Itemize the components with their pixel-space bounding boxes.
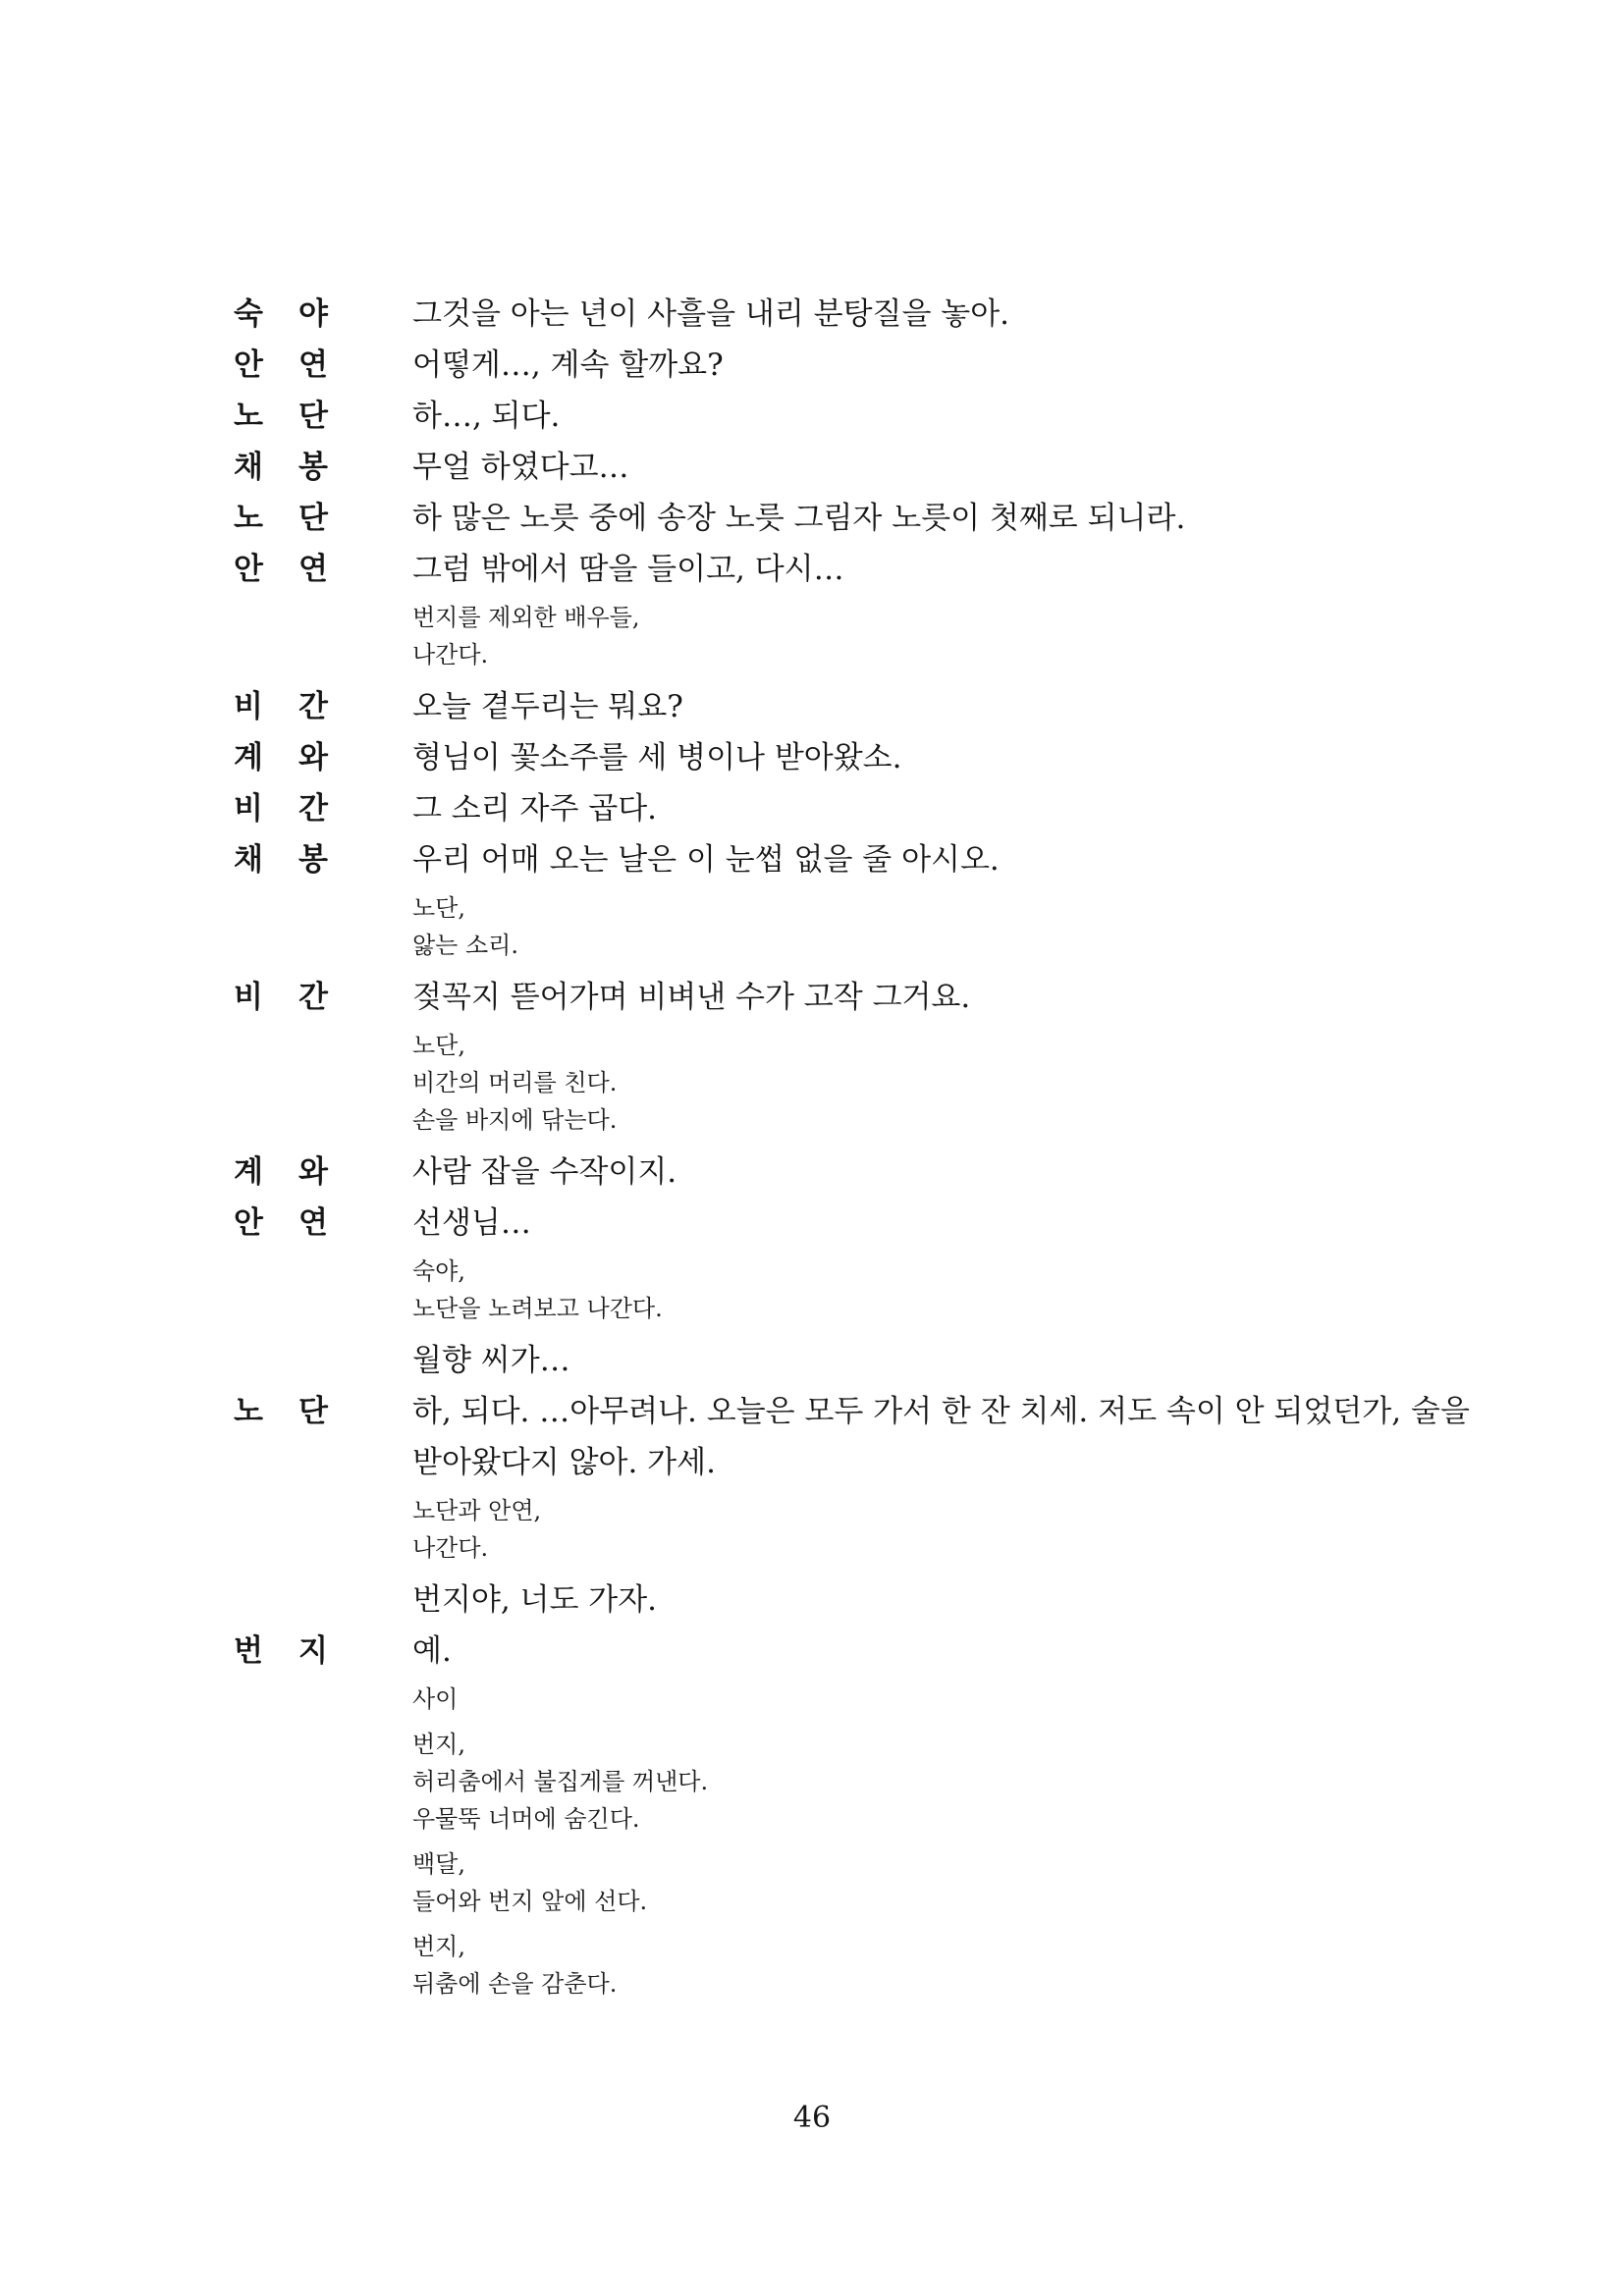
dialogue-row (234, 1386, 1520, 1488)
speaker-char: 안 (234, 552, 263, 587)
dialogue-line: 사람 잡을 수작이지. (412, 1154, 677, 1190)
speaker-char: 연 (298, 552, 328, 587)
speaker-char: 간 (298, 980, 328, 1015)
dialogue-row (234, 493, 1520, 544)
dialogue-line: 하, 되다. …아무려나. 오늘은 모두 가서 한 잔 치세. 저도 속이 안 되었던가, 술을 (412, 1394, 1470, 1429)
speaker-char: 비 (234, 791, 263, 827)
dialogue-text (412, 1626, 452, 1677)
speaker-char: 번 (234, 1633, 263, 1669)
speaker-name (234, 340, 328, 391)
dialogue-row (234, 972, 1520, 1023)
dialogue-row (234, 1198, 1520, 1249)
dialogue-text (412, 1386, 1470, 1488)
dialogue-text (412, 732, 901, 783)
speaker-char: 노 (234, 1394, 263, 1429)
speaker-char: 연 (298, 347, 328, 383)
dialogue-text (412, 1147, 677, 1198)
speaker-name (234, 1626, 328, 1677)
direction-line: 앓는 소리. (412, 932, 518, 959)
dialogue-row (234, 289, 1520, 340)
speaker-char: 야 (298, 296, 328, 332)
speaker-name (234, 732, 328, 783)
speaker-char: 단 (298, 1394, 328, 1429)
dialogue-line: 하 많은 노릇 중에 송장 노릇 그림자 노릇이 첫째로 되니라. (412, 501, 1186, 536)
dialogue-line: 예. (412, 1633, 452, 1669)
direction-line: 숙야, (412, 1257, 465, 1285)
stage-direction (412, 1492, 1520, 1567)
dialogue-line: 월향 씨가… (412, 1343, 570, 1378)
stage-direction (412, 599, 1520, 673)
page-number: 46 (792, 2101, 832, 2135)
speaker-char: 간 (298, 791, 328, 827)
speaker-name (234, 834, 328, 885)
dialogue-text (412, 834, 1000, 885)
speaker-name (234, 442, 328, 493)
speaker-name (234, 681, 328, 732)
dialogue-row (234, 681, 1520, 732)
dialogue-text (412, 1575, 657, 1626)
speaker-name (234, 544, 328, 595)
dialogue-text (412, 289, 1009, 340)
stage-direction (412, 1681, 1520, 1718)
dialogue-row (234, 391, 1520, 442)
speaker-char: 안 (234, 1205, 263, 1241)
dialogue-row (234, 1335, 1520, 1386)
direction-line: 사이 (412, 1685, 459, 1713)
speaker-char: 계 (234, 1154, 263, 1190)
speaker-char: 봉 (298, 450, 328, 485)
direction-line: 뒤춤에 손을 감춘다. (412, 1970, 618, 1998)
direction-line: 노단과 안연, (412, 1497, 542, 1524)
dialogue-line: 선생님… (412, 1205, 531, 1241)
dialogue-row (234, 544, 1520, 595)
stage-direction (412, 1027, 1520, 1139)
dialogue-line: 형님이 꽃소주를 세 병이나 받아왔소. (412, 740, 902, 775)
script-content (234, 289, 1520, 2010)
dialogue-line: 그 소리 자주 곱다. (412, 791, 658, 827)
dialogue-line: 젖꼭지 뜯어가며 비벼낸 수가 고작 그거요. (412, 980, 971, 1015)
speaker-char: 노 (234, 501, 263, 536)
speaker-char: 연 (298, 1205, 328, 1241)
dialogue-row (234, 1575, 1520, 1626)
dialogue-line: 어떻게…, 계속 할까요? (412, 347, 724, 383)
speaker-name (234, 391, 328, 442)
speaker-char: 지 (298, 1633, 328, 1669)
dialogue-row (234, 834, 1520, 885)
speaker-name (234, 1147, 328, 1198)
speaker-char: 비 (234, 689, 263, 724)
dialogue-line: 무얼 하였다고… (412, 450, 629, 485)
dialogue-line: 오늘 곁두리는 뭐요? (412, 689, 683, 724)
direction-line: 허리춤에서 불집게를 꺼낸다. (412, 1768, 709, 1795)
speaker-char: 노 (234, 399, 263, 434)
stage-direction (412, 1845, 1520, 1920)
dialogue-text (412, 681, 683, 732)
dialogue-text (412, 493, 1185, 544)
direction-line: 번지, (412, 1731, 465, 1758)
dialogue-text (412, 1198, 531, 1249)
direction-line: 노단을 노려보고 나간다. (412, 1295, 663, 1322)
speaker-char: 간 (298, 689, 328, 724)
speaker-name (234, 493, 328, 544)
dialogue-line: 하…, 되다. (412, 399, 561, 434)
dialogue-text (412, 340, 724, 391)
direction-line: 번지, (412, 1933, 465, 1960)
direction-line: 비간의 머리를 친다. (412, 1069, 618, 1096)
speaker-char: 숙 (234, 296, 263, 332)
speaker-char: 봉 (298, 842, 328, 878)
stage-direction (412, 1253, 1520, 1327)
speaker-name (234, 783, 328, 834)
speaker-char: 와 (298, 1154, 328, 1190)
speaker-name (234, 1198, 328, 1249)
stage-direction (412, 1928, 1520, 2002)
dialogue-line: 그럼 밖에서 땀을 들이고, 다시… (412, 552, 844, 587)
speaker-char: 안 (234, 347, 263, 383)
direction-line: 노단, (412, 894, 465, 922)
dialogue-row (234, 1147, 1520, 1198)
dialogue-row (234, 783, 1520, 834)
speaker-char: 단 (298, 501, 328, 536)
direction-line: 나간다. (412, 1534, 489, 1562)
dialogue-text (412, 544, 844, 595)
dialogue-line: 받아왔다지 않아. 가세. (412, 1445, 716, 1480)
dialogue-line: 번지야, 너도 가자. (412, 1582, 658, 1618)
dialogue-text (412, 783, 657, 834)
dialogue-row (234, 1626, 1520, 1677)
dialogue-line: 그것을 아는 년이 사흘을 내리 분탕질을 놓아. (412, 296, 1010, 332)
dialogue-row (234, 340, 1520, 391)
dialogue-row (234, 442, 1520, 493)
speaker-char: 계 (234, 740, 263, 775)
direction-line: 노단, (412, 1032, 465, 1059)
speaker-name (234, 289, 328, 340)
speaker-name (234, 1386, 328, 1437)
direction-line: 들어와 번지 앞에 선다. (412, 1888, 648, 1915)
direction-line: 나간다. (412, 641, 489, 668)
speaker-char: 단 (298, 399, 328, 434)
dialogue-text (412, 972, 970, 1023)
stage-direction (412, 889, 1520, 964)
speaker-char: 채 (234, 450, 263, 485)
direction-line: 번지를 제외한 배우들, (412, 604, 640, 631)
dialogue-text (412, 1335, 570, 1386)
direction-line: 백달, (412, 1850, 465, 1878)
speaker-name (234, 972, 328, 1023)
speaker-char: 채 (234, 842, 263, 878)
direction-line: 손을 바지에 닦는다. (412, 1106, 618, 1134)
speaker-char: 비 (234, 980, 263, 1015)
dialogue-text (412, 391, 560, 442)
direction-line: 우물뚝 너머에 숨긴다. (412, 1805, 640, 1833)
dialogue-text (412, 442, 629, 493)
dialogue-line: 우리 어매 오는 날은 이 눈썹 없을 줄 아시오. (412, 842, 1000, 878)
dialogue-row (234, 732, 1520, 783)
speaker-char: 와 (298, 740, 328, 775)
stage-direction (412, 1726, 1520, 1838)
